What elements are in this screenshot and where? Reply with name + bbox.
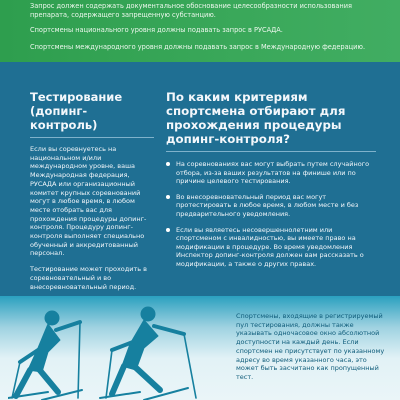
testing-heading: Тестирование (допинг-контроль) xyxy=(30,90,154,138)
criteria-item xyxy=(166,160,376,186)
selection-criteria-heading: По каким критериям спортсмена отбирают для прохождения процедуры допинг-контроля? xyxy=(166,90,376,152)
bullet-icon xyxy=(166,195,170,199)
whereabouts-text: Спортсмены, входящие в регистрируемый пул тестирования, должны также указывать одночасовое окно абсолютной доступности на каждый день. Если спортсмен не присутствует по указанному адресу во время указанного часа, это может быть засчитано как пропущенный тест. xyxy=(236,312,385,381)
criteria-item-text: На соревнованиях вас могут выбрать путем случайного отбора, из-за ваших результатов на финише или по причине целевого тестирования. xyxy=(176,160,370,186)
criteria-item xyxy=(166,193,376,219)
international-athletes-text: Спортсмены международного уровня должны подавать запрос в Международную федерацию. xyxy=(30,43,366,51)
national-athletes-text: Спортсмены национального уровня должны подавать запрос в РУСАДА. xyxy=(30,26,283,34)
testing-paragraph-2: Тестирование может проходить в соревновательный и во внесоревновательный период. xyxy=(30,265,148,291)
bullet-icon xyxy=(166,162,170,166)
tue-request-text: Запрос должен содержать документальное обоснование целесообразности использования препарата, содержащего запрещенную субстанцию. xyxy=(30,2,352,19)
criteria-list xyxy=(166,160,376,269)
selection-criteria-section xyxy=(166,90,376,276)
criteria-item xyxy=(166,226,376,269)
criteria-item-text: Во внесоревновательный период вас могут протестировать в любое время, в любом месте и без предварительного уведомления. xyxy=(176,192,359,218)
criteria-item-text: Если вы являетесь несовершеннолетним или спортсменом с инвалидностью, вы имеете право на модификации в процедуре. Во время уведомления Инспектор допинг-контроля должен вам рассказать о модификации, а также о других правах. xyxy=(176,225,364,268)
bullet-icon xyxy=(166,228,170,232)
skiers-illustration xyxy=(8,300,218,400)
testing-paragraph-1: Если вы соревнуетесь на национальном и/или международном уровне, ваша Международная федерация, РУСАДА или организационный комитет крупных соревнований могут в любое время, в любом месте отобрать вас для прохождения процедуры допинг-контроля. Процедуру допинг-контроля выполняет специально обученный и аккредитованный персонал. xyxy=(30,145,147,258)
top-green-band xyxy=(0,0,400,62)
testing-section xyxy=(30,90,154,291)
